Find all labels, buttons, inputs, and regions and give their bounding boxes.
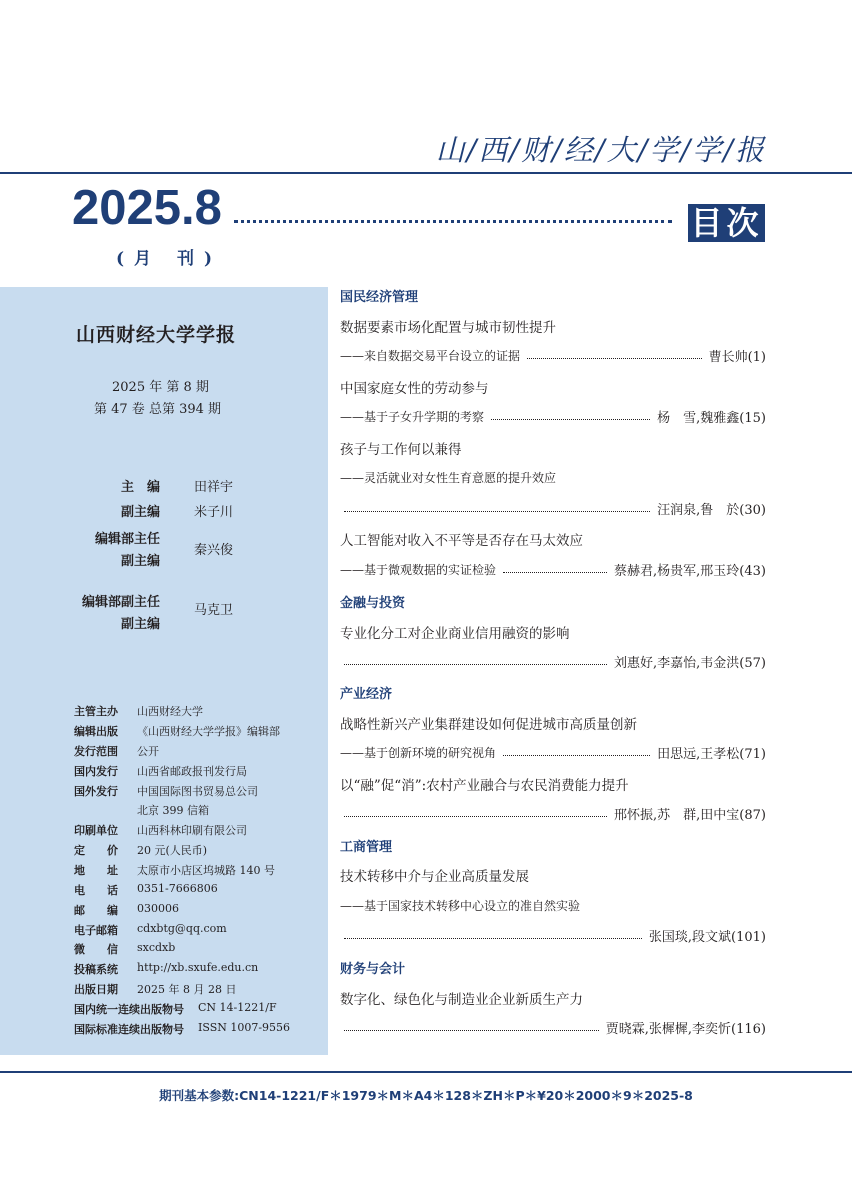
article-title: 数字化、绿色化与制造业企业新质生产力 — [340, 992, 583, 1008]
dot-leader — [344, 815, 607, 817]
info-value: 公开 — [137, 745, 159, 758]
journal-parameters: 期刊基本参数:CN14-1221/F＊1979＊M＊A4＊128＊ZH＊P＊¥20＊2000＊9＊2025-8 — [159, 1088, 693, 1103]
section-heading: 产业经济 — [340, 687, 393, 702]
article-authors: 贾晓霖,张樨樨,李奕忻(116) — [605, 1021, 766, 1037]
dot-leader — [344, 510, 650, 512]
info-label: 定 价 — [74, 844, 118, 857]
info-value-secondary: 北京 399 信箱 — [137, 804, 209, 817]
info-label: 微 信 — [74, 943, 118, 956]
info-label: 地 址 — [74, 864, 118, 877]
dot-leader — [344, 663, 607, 665]
article-line — [340, 743, 766, 761]
info-value: 太原市小店区坞城路 140 号 — [137, 864, 275, 877]
editor-role: 编辑部主任 — [94, 532, 160, 547]
volume-line: 第 47 卷 总第 394 期 — [94, 402, 222, 417]
dot-leader — [503, 571, 607, 573]
editor-role: 副主编 — [120, 505, 160, 520]
article-line — [340, 560, 766, 578]
bottom-divider — [0, 1071, 852, 1073]
editor-name: 田祥宇 — [194, 480, 234, 495]
frequency-label: (月 刊) — [116, 249, 223, 269]
info-value: 0351-7666806 — [137, 882, 218, 895]
dot-leader — [527, 357, 702, 359]
info-label: 邮 编 — [74, 904, 118, 917]
info-label: 国内发行 — [74, 765, 118, 778]
editor-name: 马克卫 — [194, 603, 234, 618]
article-authors: 蔡赫君,杨贵军,邢玉玲(43) — [614, 563, 766, 579]
article-title: 数据要素市场化配置与城市韧性提升 — [340, 320, 556, 336]
dotted-leader — [234, 220, 672, 223]
info-label: 电 话 — [74, 884, 118, 897]
info-value: 《山西财经大学学报》编辑部 — [137, 725, 280, 738]
editor-role-secondary: 副主编 — [120, 617, 160, 632]
issue-line: 2025 年 第 8 期 — [112, 380, 209, 395]
article-authors: 张国琰,段文斌(101) — [648, 929, 766, 945]
info-label: 主管主办 — [74, 705, 118, 718]
article-line — [340, 896, 766, 914]
sidebar-journal-name: 山西财经大学学报 — [76, 324, 237, 346]
editor-role: 编辑部副主任 — [81, 595, 160, 610]
info-value: 030006 — [137, 902, 179, 915]
editor-name: 秦兴俊 — [194, 543, 234, 558]
info-label: 国际标准连续出版物号 — [74, 1023, 184, 1036]
info-value: 20 元(人民币) — [137, 844, 208, 857]
info-label: 国内统一连续出版物号 — [74, 1003, 184, 1016]
article-title: 技术转移中介与企业高质量发展 — [340, 869, 529, 885]
article-title: 中国家庭女性的劳动参与 — [340, 381, 489, 397]
editor-name: 米子川 — [194, 505, 234, 520]
article-subtitle: ——基于国家技术转移中心设立的准自然实验 — [340, 898, 581, 913]
dot-leader — [344, 937, 642, 939]
article-subtitle: ——灵活就业对女性生育意愿的提升效应 — [340, 470, 557, 485]
section-heading: 金融与投资 — [340, 596, 406, 611]
article-line — [340, 346, 766, 364]
info-label: 发行范围 — [74, 745, 118, 758]
article-subtitle: ——基于创新环境的研究视角 — [340, 745, 497, 760]
dot-leader — [491, 418, 650, 420]
article-title: 战略性新兴产业集群建设如何促进城市高质量创新 — [340, 717, 637, 733]
article-authors: 刘惠好,李嘉怡,韦金洪(57) — [614, 655, 766, 671]
journal-title: 山/西/财/经/大/学/学/报 — [435, 133, 766, 167]
toc-badge: 目次 — [688, 204, 765, 242]
info-value: CN 14-1221/F — [198, 1001, 277, 1014]
article-title: 专业化分工对企业商业信用融资的影响 — [340, 626, 570, 642]
dot-leader — [344, 1029, 599, 1031]
info-label: 印刷单位 — [74, 824, 118, 837]
issue-date: 2025.8 — [72, 181, 222, 235]
article-line — [340, 926, 766, 944]
info-value: 2025 年 8 月 28 日 — [137, 983, 237, 996]
article-authors: 汪润泉,鲁 於(30) — [657, 502, 766, 518]
editor-role-secondary: 副主编 — [120, 554, 160, 569]
info-value: 山西财经大学 — [137, 705, 203, 718]
article-line — [340, 804, 766, 822]
article-line — [340, 1018, 766, 1036]
article-authors: 邢怀振,苏 群,田中宝(87) — [614, 807, 766, 823]
article-line — [340, 652, 766, 670]
info-label: 国外发行 — [74, 785, 118, 798]
info-value: 山西科林印刷有限公司 — [137, 824, 247, 837]
article-title: 孩子与工作何以兼得 — [340, 442, 462, 458]
info-label: 编辑出版 — [74, 725, 118, 738]
article-title: 以“融”促“消”:农村产业融合与农民消费能力提升 — [340, 778, 629, 794]
info-label: 投稿系统 — [74, 963, 118, 976]
info-value: sxcdxb — [137, 941, 176, 954]
info-label: 出版日期 — [74, 983, 118, 996]
article-authors: 田思远,王孝松(71) — [657, 746, 766, 762]
top-divider — [0, 172, 852, 174]
section-heading: 财务与会计 — [340, 962, 406, 977]
section-heading: 国民经济管理 — [340, 290, 419, 305]
section-heading: 工商管理 — [340, 840, 393, 855]
article-subtitle: ——来自数据交易平台设立的证据 — [340, 348, 521, 363]
article-line — [340, 468, 766, 486]
article-subtitle: ——基于微观数据的实证检验 — [340, 562, 497, 577]
info-value: http://xb.sxufe.edu.cn — [137, 961, 259, 974]
dot-leader — [503, 754, 650, 756]
info-value: ISSN 1007-9556 — [198, 1021, 291, 1034]
info-value: 中国国际图书贸易总公司 — [137, 785, 258, 798]
article-title: 人工智能对收入不平等是否存在马太效应 — [340, 533, 583, 549]
info-value: 山西省邮政报刊发行局 — [137, 765, 247, 778]
info-value: cdxbtg@qq.com — [137, 922, 227, 935]
article-authors: 杨 雪,魏雅鑫(15) — [657, 410, 766, 426]
editor-role: 主 编 — [120, 480, 160, 495]
article-line — [340, 499, 766, 517]
article-authors: 曹长帅(1) — [708, 349, 766, 365]
info-label: 电子邮箱 — [74, 924, 118, 937]
article-line — [340, 407, 766, 425]
article-subtitle: ——基于子女升学期的考察 — [340, 409, 485, 424]
